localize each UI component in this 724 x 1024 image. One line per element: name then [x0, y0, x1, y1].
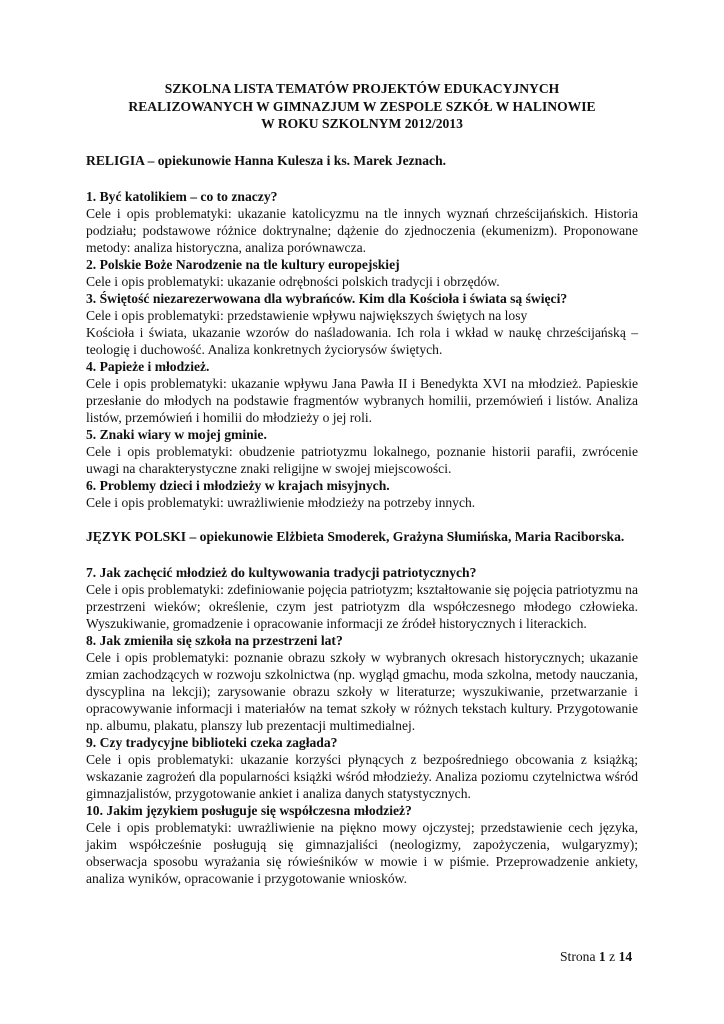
- section-heading-jezyk-polski: JĘZYK POLSKI – opiekunowie Elżbieta Smoderek, Grażyna Słumińska, Maria Raciborska.: [86, 528, 625, 544]
- topic-title: 7. Jak zachęcić młodzież do kultywowania tradycji patriotycznych?: [86, 564, 477, 580]
- document-page: [86, 80, 638, 887]
- topic-7: [86, 564, 638, 632]
- topic-6: [86, 477, 638, 511]
- topic-4: [86, 358, 638, 426]
- topic-title: 3. Świętość niezarezerwowana dla wybrańców. Kim dla Kościoła i świata są święci?: [86, 290, 568, 306]
- page-of: z: [609, 949, 616, 964]
- topic-description: Cele i opis problematyki: ukazanie katolicyzmu na tle innych wyznań chrześcijańskich. Historia podziału; podstawowe różnice doktrynalne; dążenie do zjednoczenia (ekumenizm). Proponowane metody: analiza historyczna, analiza porównawcza.: [86, 205, 638, 255]
- topic-description: Cele i opis problematyki: ukazanie korzyści płynących z bezpośredniego obcowania z książką; wskazanie zagrożeń dla popularności książki wśród młodzieży. Analiza poziomu czytelnictwa wśród gimnazjalistów, przygotowanie ankiet i analiza danych statystycznych.: [86, 751, 638, 801]
- topic-description: Cele i opis problematyki: obudzenie patriotyzmu lokalnego, poznanie historii parafii, zwrócenie uwagi na charakterystyczne znaki religijne w swojej miejscowości.: [86, 443, 638, 476]
- topic-description: Cele i opis problematyki: ukazanie odrębności polskich tradycji i obrzędów.: [86, 273, 500, 289]
- topic-title: 4. Papieże i młodzież.: [86, 358, 210, 374]
- current-page: 1: [598, 949, 606, 964]
- section-heading-religia: RELIGIA – opiekunowie Hanna Kulesza i ks. Marek Jeznach.: [86, 152, 447, 168]
- topic-9: [86, 734, 638, 802]
- topic-title: 9. Czy tradycyjne biblioteki czeka zagłada?: [86, 734, 338, 750]
- total-pages: 14: [618, 949, 633, 964]
- topic-title: 1. Być katolikiem – co to znaczy?: [86, 188, 278, 204]
- topic-3: [86, 290, 638, 358]
- title-line-2: REALIZOWANYCH W GIMNAZJUM W ZESPOLE SZKÓŁ W HALINOWIE: [128, 98, 596, 114]
- topic-1: [86, 188, 638, 256]
- topic-8: [86, 632, 638, 734]
- title-line-3: W ROKU SZKOLNYM 2012/2013: [261, 116, 463, 131]
- topic-description: Cele i opis problematyki: poznanie obrazu szkoły w wybranych okresach historycznych; ukazanie zmian zachodzących w rozwoju szkolnictwa (np. wygląd gmachu, moda szkolna, metody nauczania, dyscyplina na lekcji); zarysowanie obrazu szkoły w literaturze; wyszukiwanie, przetwarzanie i opracowywanie informacji i materiałów na temat szkoły w różnych tekstach kultury. Przygotowanie np. albumu, plakatu, planszy lub prezentacji multimedialnej.: [86, 649, 638, 733]
- topic-description: Cele i opis problematyki: zdefiniowanie pojęcia patriotyzm; kształtowanie się pojęcia patriotyzmu na przestrzeni wieków; określenie, czym jest patriotyzm dla współczesnego młodego człowieka. Wyszukiwanie, gromadzenie i opracowanie informacji ze źródeł historycznych i literackich.: [86, 581, 638, 631]
- topic-2: [86, 256, 638, 290]
- topic-title: 6. Problemy dzieci i młodzieży w krajach misyjnych.: [86, 477, 390, 493]
- page-number: [560, 948, 632, 965]
- topic-10: [86, 802, 638, 887]
- topic-description: Cele i opis problematyki: ukazanie wpływu Jana Pawła II i Benedykta XVI na młodzież. Papieskie przesłanie do młodych na podstawie fragmentów wybranych homilii, przemówień i listów. Analiza listów, przemówień i homilii do młodzieży o jej roli.: [86, 375, 638, 425]
- topic-description: Cele i opis problematyki: uwrażliwienie młodzieży na potrzeby innych.: [86, 494, 476, 510]
- topic-5: [86, 426, 638, 477]
- document-title: [86, 80, 638, 133]
- topic-title: 10. Jakim językiem posługuje się współczesna młodzież?: [86, 802, 412, 818]
- topic-title: 2. Polskie Boże Narodzenie na tle kultury europejskiej: [86, 256, 400, 272]
- topic-title: 8. Jak zmieniła się szkoła na przestrzeni lat?: [86, 632, 343, 648]
- topic-description: Cele i opis problematyki: uwrażliwienie na piękno mowy ojczystej; przedstawienie cech języka, jakim współcześnie posługują się gimnazjaliści (neologizmy, zapożyczenia, wulgaryzmy); obserwacja sposobu wyrażania się rówieśników w mowie i w piśmie. Przeprowadzenie ankiety, analiza wyników, opracowanie i przygotowanie wniosków.: [86, 819, 638, 886]
- page-label: Strona: [560, 949, 596, 964]
- title-line-1: SZKOLNA LISTA TEMATÓW PROJEKTÓW EDUKACYJNYCH: [164, 81, 560, 96]
- topic-title: 5. Znaki wiary w mojej gminie.: [86, 426, 267, 442]
- topic-description: Cele i opis problematyki: przedstawienie wpływu największych świętych na losy: [86, 307, 528, 323]
- topic-description-continued: Kościoła i świata, ukazanie wzorów do naśladowania. Ich rola i wkład w naukę chrześcijańską – teologię i duchowość. Analiza konkretnych życiorysów świętych.: [86, 324, 638, 357]
